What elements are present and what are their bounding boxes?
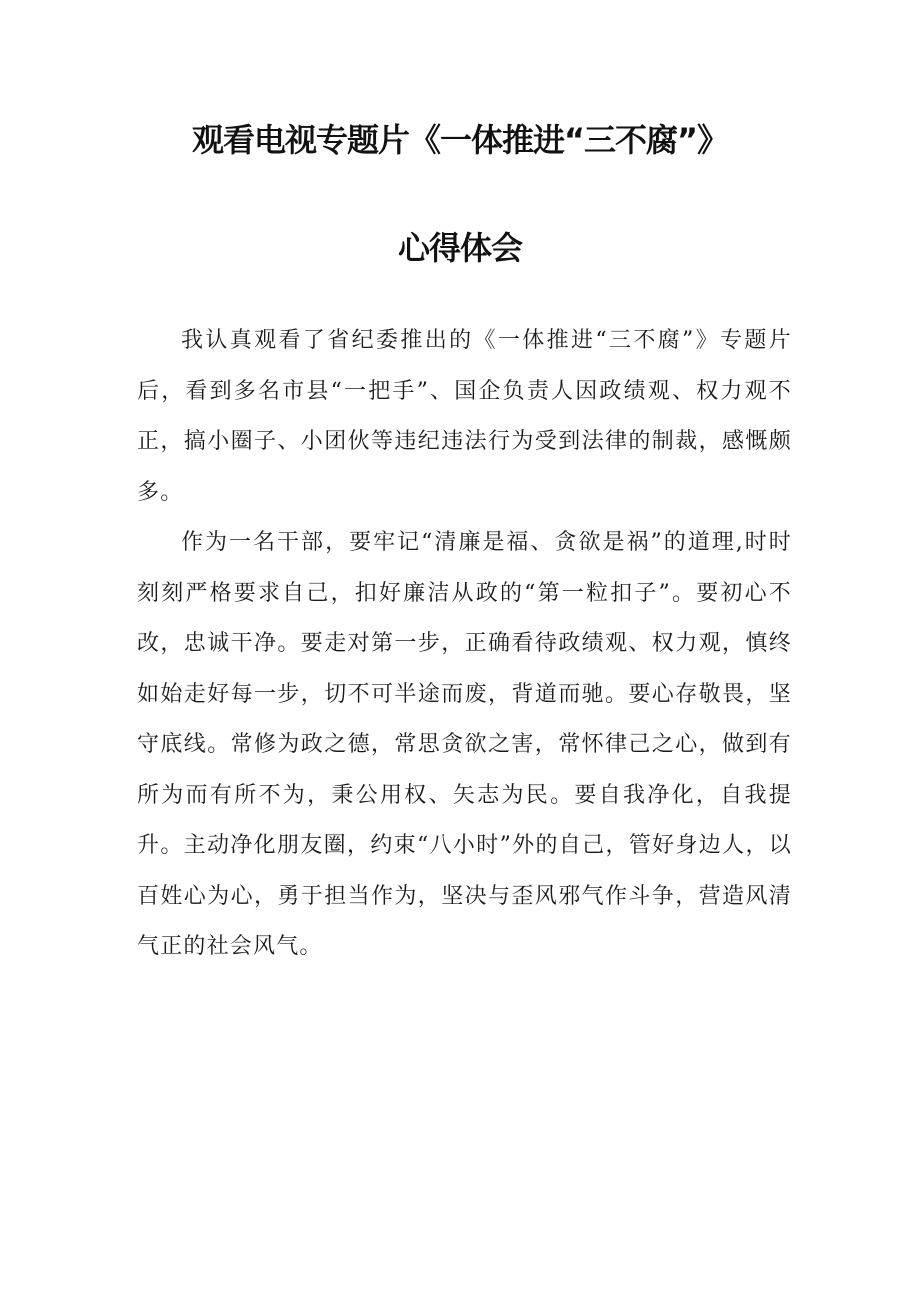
document-body <box>137 316 792 973</box>
document-title-line-2: 心得体会 <box>397 229 522 267</box>
document-title-line-1: 观看电视专题片《一体推进“三不腐”》 <box>191 121 729 159</box>
body-paragraph-2: 作为一名干部，要牢记“清廉是福、贪欲是祸”的道理,时时刻刻严格要求自己，扣好廉洁从政的“第一粒扣子”。要初心不改，忠诚干净。要走对第一步，正确看待政绩观、权力观，慎终如始走好每一步，切不可半途而废，背道而驰。要心存敬畏，坚守底线。常修为政之德，常思贪欲之害，常怀律己之心，做到有所为而有所不为，秉公用权、矢志为民。要自我净化，自我提升。主动净化朋友圈，约束“八小时”外的自己，管好身边人，以百姓心为心，勇于担当作为，坚决与歪风邪气作斗争，营造风清气正的社会风气。 <box>137 530 792 959</box>
body-paragraph-1: 我认真观看了省纪委推出的《一体推进“三不腐”》专题片后，看到多名市县“一把手”、国企负责人因政绩观、权力观不正，搞小圈子、小团伙等违纪违法行为受到法律的制裁，感慨颇多。 <box>137 328 792 505</box>
